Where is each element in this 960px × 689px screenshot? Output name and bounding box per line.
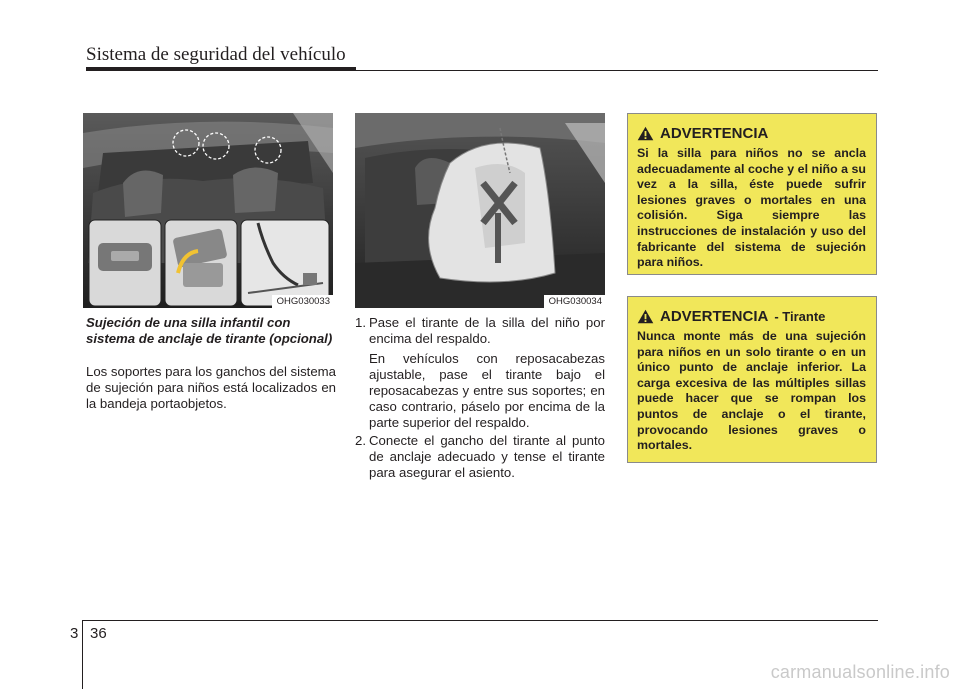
page-number: 36 [90,625,107,642]
footer-rule-vertical [82,620,83,689]
child-seat-photo [355,113,605,308]
warning-subtitle: - Tirante [774,308,826,324]
instruction-steps [355,315,605,481]
warning-triangle-icon [637,126,654,141]
step-number: 1. [355,315,366,330]
image-code-label: OHG030034 [544,295,605,308]
child-seat-illustration [355,113,605,308]
warning-title: ADVERTENCIA [660,307,769,325]
warning-header [637,122,866,144]
step-text: Pase el tirante de la silla del niño por encima del respaldo. [369,315,605,346]
step-text: Conecte el gancho del tirante al punto de anclaje adecuado y tense el tirante para asegurar el asiento. [369,433,605,480]
step-text: En vehículos con reposacabezas ajustable, pase el tirante bajo el reposacabezas y entre sus soportes; en caso contrario, páselo por encima de la parte superior del respaldo. [369,351,605,430]
header-rule-line [86,70,878,71]
footer-rule [82,620,878,621]
warning-text: Nunca monte más de una sujeción para niños en un solo tirante o en un único punto de anclaje inferior. La carga excesiva de las múltiples sillas puede hacer que se rompan los puntos de anclaje o el tirante, provocando lesiones graves o mortales. [637,329,866,453]
page-header-title: Sistema de seguridad del vehículo [86,44,346,65]
warning-text: Si la silla para niños no se ancla adecuadamente al coche y el niño a su vez a la silla, éste puede sufrir lesiones graves o mortales en una colisión. Siga siempre las instrucciones de instalación y uso del fabricante del sistema de sujeción para niños. [637,146,866,270]
warning-box [627,113,877,275]
watermark-text: carmanualsonline.info [770,662,950,682]
image-code-label: OHG030033 [272,295,333,308]
warning-triangle-icon [637,309,654,324]
warning-header [637,305,866,327]
step-number: 2. [355,433,366,448]
warning-box-tether [627,296,877,463]
warning-title: ADVERTENCIA [660,124,769,142]
tether-anchor-photo [83,113,333,308]
section-caption-title: Sujeción de una silla infantil con sistema de anclaje de tirante (opcional) [86,315,333,346]
step-item [355,433,605,481]
step-item [355,315,605,431]
section-paragraph: Los soportes para los ganchos del sistema de sujeción para niños está localizados en la bandeja portaobjetos. [86,364,336,411]
car-interior-illustration [83,113,333,308]
chapter-number: 3 [70,625,79,642]
